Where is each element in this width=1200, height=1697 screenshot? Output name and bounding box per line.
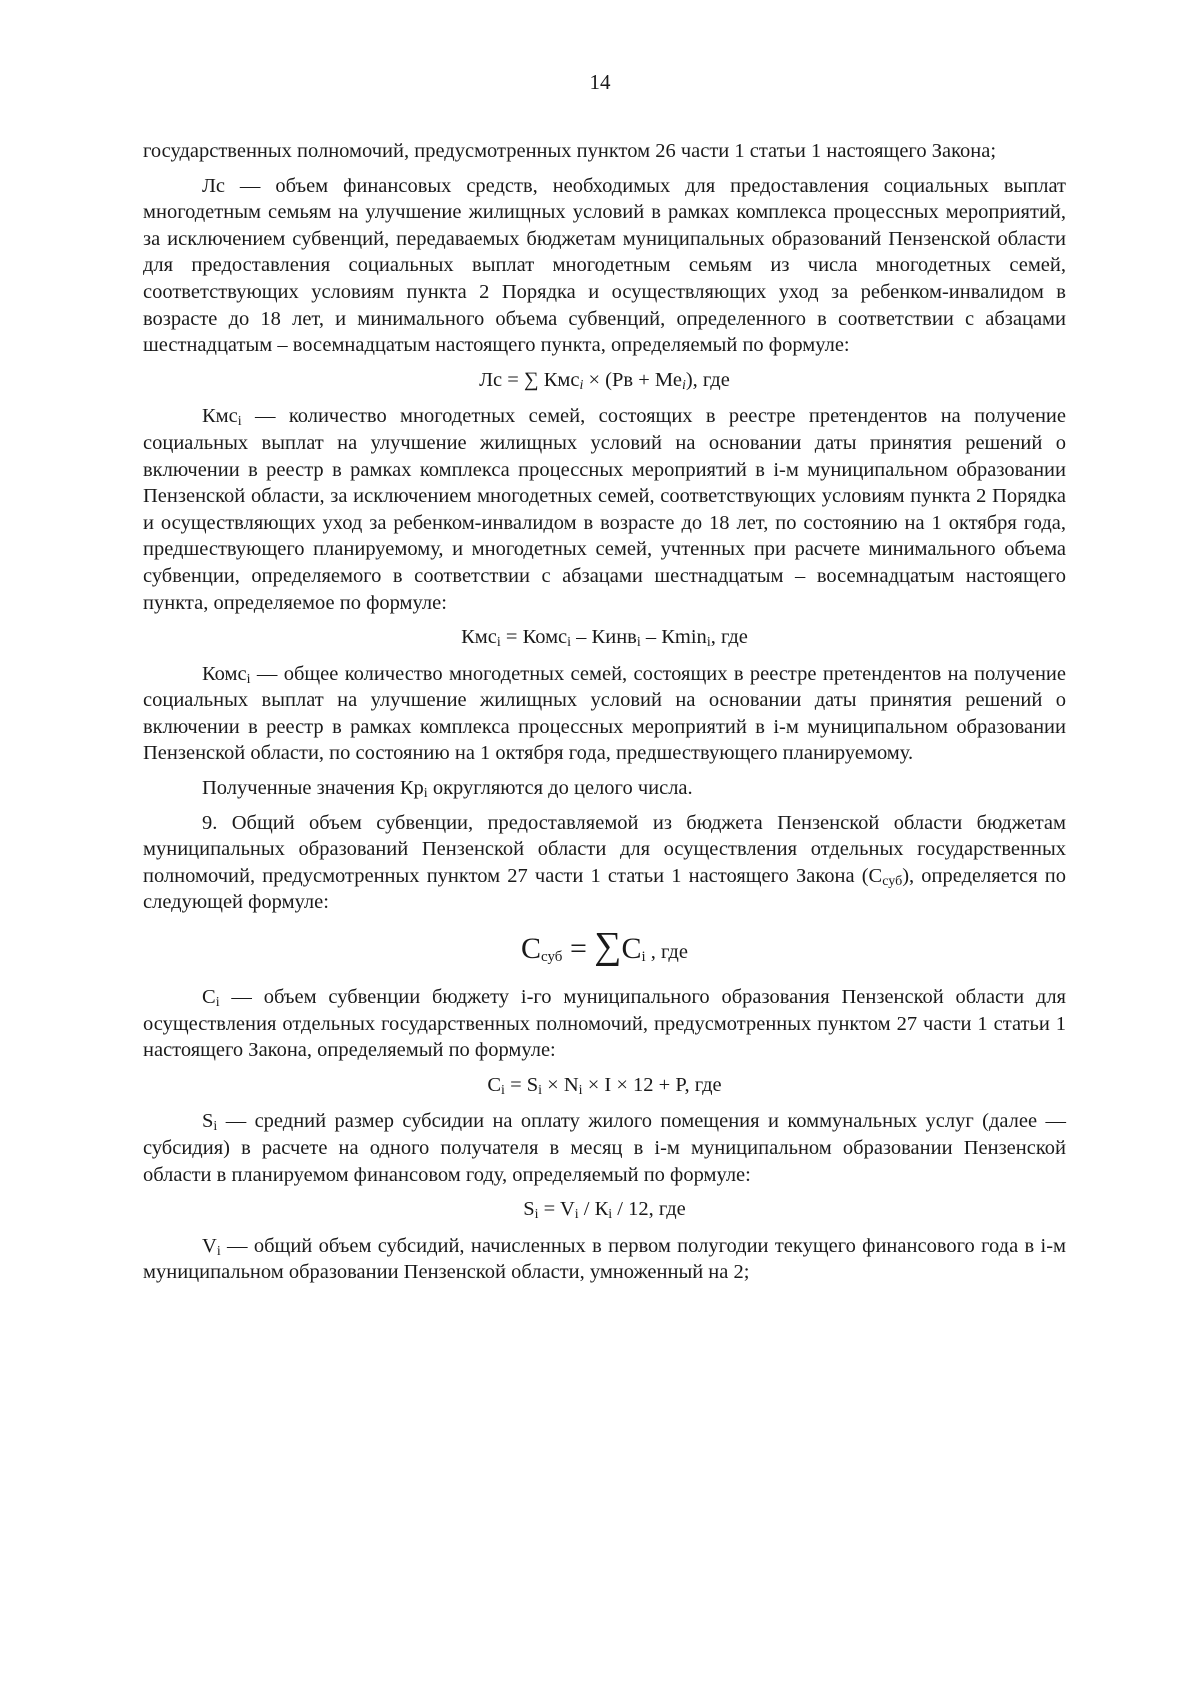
paragraph-rounding-note: Полученные значения $Кр_i$ округляются до целого числа. — [202, 777, 693, 802]
formula-ls: Лс = ∑ $Кмс_i \times (Рв + Ме_i)$, где — [479, 368, 730, 393]
paragraph-vi-definition: $V_i$ — общий объем субсидий, начисленных в первом полугодии текущего финансового года в i-м муниципальном образовании Пензенской области, умноженный на 2; — [143, 1234, 1066, 1284]
formula-kms: Кмс$_i$ = Комс$_i$ – Кинв$_i$ – Кmin$_i$, где — [461, 626, 748, 651]
paragraph-si-definition: $S_i$ — средний размер субсидии на оплату жилого помещения и коммунальных услуг (далее — субсидия) в расчете на одного получателя в месяц в i-м муниципальном образовании Пензенской области в планируемом финансовом году, определяемый по формуле: — [143, 1110, 1066, 1186]
formula-si: $S_i = V_i / К_i / 12$, где — [523, 1198, 686, 1223]
paragraph-koms-definition: Комс$_i$ — общее количество многодетных семей, состоящих в реестре претендентов на получение социальных выплат на улучшение жилищных условий на основании даты принятия решений о включении в реестр в рамках комплекса процессных мероприятий в i-м муниципальном образовании Пензенской области, по состоянию на 1 октября года, предшествующего планируемому. — [143, 662, 1066, 765]
paragraph-continuation: государственных полномочий, предусмотренных пунктом 26 части 1 статьи 1 настоящего Закона; — [143, 140, 997, 162]
paragraph-ci-definition: $С_i$ — объем субвенции бюджету i-го муниципального образования Пензенской области для осуществления отдельных государственных полномочий, предусмотренных пунктом 27 части 1 статьи 1 настоящего Закона, определяемый по формуле: — [143, 986, 1066, 1062]
paragraph-item-9: 9. Общий объем субвенции, предоставляемой из бюджета Пензенской области бюджетам муниципальных образований Пензенской области для осуществления отдельных государственных полномочий, предусмотренных пунктом 27 части 1 статьи 1 настоящего Закона $(С_{суб})$, определяется по следующей формуле: — [143, 811, 1066, 914]
formula-csub: $С_{суб} = \sum С_i$ , где — [521, 925, 688, 968]
paragraph-ls-definition: Лс — объем финансовых средств, необходимых для предоставления социальных выплат многодетным семьям на улучшение жилищных условий в рамках комплекса процессных мероприятий, за исключением субвенций, передаваемых бюджетам муниципальных образований Пензенской области для предоставления социальных выплат многодетным семьям из числа многодетных семей, соответствующих условиям пункта 2 Порядка и осуществляющих уход за ребенком-инвалидом в возрасте до 18 лет, и минимального объема субвенций, определенного в соответствии с абзацами шестнадцатым – восемнадцатым настоящего пункта, определяемый по формуле: — [143, 174, 1066, 357]
paragraph-kms-definition: Кмс$_i$ — количество многодетных семей, состоящих в реестре претендентов на получение социальных выплат на улучшение жилищных условий на основании даты принятия решений о включении в реестр в рамках комплекса процессных мероприятий в i-м муниципальном образовании Пензенской области, за исключением многодетных семей, соответствующих условиям пункта 2 Порядка и осуществляющих уход за ребенком-инвалидом в возрасте до 18 лет, по состоянию на 1 октября года, предшествующего планируемому, и многодетных семей, учтенных при расчете минимального объема субвенции, определяемого в соответствии с абзацами шестнадцатым – восемнадцатым настоящего пункта, определяемое по формуле: — [143, 405, 1066, 614]
page-number: 14 — [589, 70, 611, 94]
document-body — [143, 138, 1066, 1294]
formula-ci: $С_i = S_i \times N_i \times I \times 12 + P$, где — [487, 1073, 722, 1098]
